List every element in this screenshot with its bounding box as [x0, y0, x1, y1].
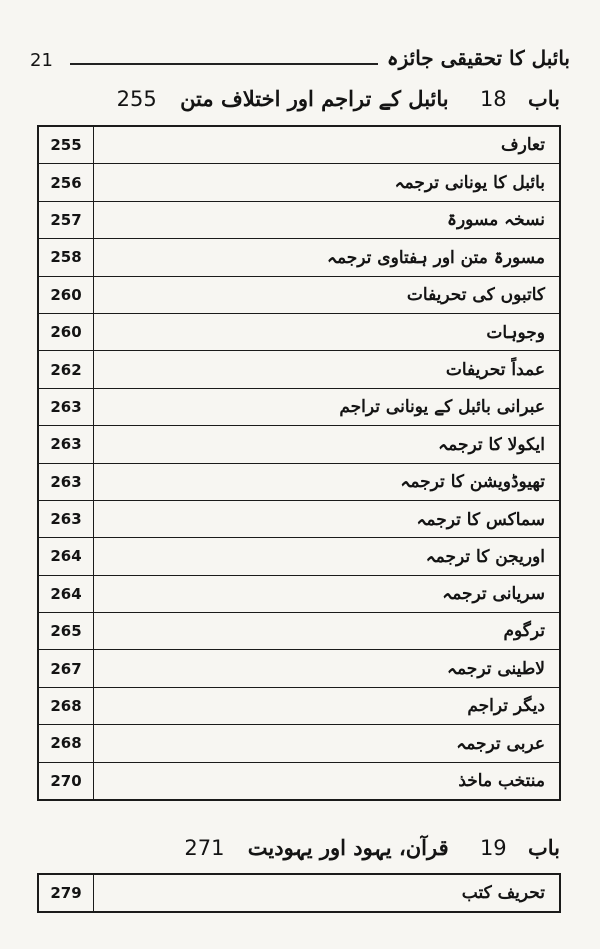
table-row — [38, 388, 560, 425]
table-row — [38, 313, 560, 350]
chapter-page: 271 — [184, 836, 225, 860]
entry-page: 255 — [38, 126, 94, 164]
page-number: 21 — [30, 50, 53, 71]
entry-page: 264 — [38, 538, 94, 575]
entry-page: 279 — [38, 874, 94, 912]
entry-page: 268 — [38, 687, 94, 724]
table-row — [38, 463, 560, 500]
table-row — [38, 538, 560, 575]
chapter-label: باب — [527, 835, 560, 860]
entry-page: 263 — [38, 463, 94, 500]
table-row — [38, 239, 560, 276]
entry-page: 256 — [38, 164, 94, 201]
table-row — [38, 351, 560, 388]
running-title: بائبل کا تحقیقی جائزہ — [386, 46, 570, 70]
table-row — [38, 725, 560, 762]
table-row — [38, 164, 560, 201]
entry-title: مسورۃ متن اور ہفتاوی ترجمہ — [94, 239, 561, 276]
chapter-18-contents-table — [37, 125, 561, 801]
table-row — [38, 426, 560, 463]
entry-page: 268 — [38, 725, 94, 762]
entry-page: 258 — [38, 239, 94, 276]
entry-page: 267 — [38, 650, 94, 687]
entry-title: کاتبوں کی تحریفات — [94, 276, 561, 313]
table-row — [38, 613, 560, 650]
entry-page: 263 — [38, 426, 94, 463]
header-rule — [70, 63, 378, 65]
chapter-number: 18 — [479, 87, 507, 111]
table-row — [38, 762, 560, 800]
entry-title: وجوہات — [94, 313, 561, 350]
entry-page: 265 — [38, 613, 94, 650]
table-row — [38, 500, 560, 537]
entry-page: 263 — [38, 388, 94, 425]
chapter-19-heading — [40, 835, 560, 869]
entry-title: سریانی ترجمہ — [94, 575, 561, 612]
entry-title: دیگر تراجم — [94, 687, 561, 724]
table-row — [38, 201, 560, 238]
chapter-title: بائبل کے تراجم اور اختلاف متن — [180, 86, 449, 111]
entry-page: 260 — [38, 276, 94, 313]
entry-title: ترگوم — [94, 613, 561, 650]
entry-title: نسخہ مسورۃ — [94, 201, 561, 238]
entry-page: 257 — [38, 201, 94, 238]
table-row — [38, 687, 560, 724]
table-row — [38, 874, 560, 912]
entry-page: 264 — [38, 575, 94, 612]
entry-title: عربی ترجمہ — [94, 725, 561, 762]
entry-title: بائبل کا یونانی ترجمہ — [94, 164, 561, 201]
entry-page: 260 — [38, 313, 94, 350]
entry-title: تعارف — [94, 126, 561, 164]
entry-title: عمداً تحریفات — [94, 351, 561, 388]
entry-page: 270 — [38, 762, 94, 800]
chapter-19-contents-table — [37, 873, 561, 913]
chapter-page: 255 — [116, 87, 157, 111]
entry-title: منتخب ماخذ — [94, 762, 561, 800]
chapter-number: 19 — [479, 836, 507, 860]
page-header — [30, 46, 570, 76]
entry-title: اوریجن کا ترجمہ — [94, 538, 561, 575]
entry-title: تحریف کتب — [94, 874, 561, 912]
entry-title: سماکس کا ترجمہ — [94, 500, 561, 537]
entry-title: تھیوڈویشن کا ترجمہ — [94, 463, 561, 500]
entry-title: عبرانی بائبل کے یونانی تراجم — [94, 388, 561, 425]
chapter-label: باب — [527, 86, 560, 111]
table-row — [38, 650, 560, 687]
entry-title: لاطینی ترجمہ — [94, 650, 561, 687]
chapter-title: قرآن، یہود اور یہودیت — [247, 835, 449, 860]
entry-page: 263 — [38, 500, 94, 537]
chapter-18-heading — [40, 86, 560, 120]
entry-page: 262 — [38, 351, 94, 388]
table-row — [38, 276, 560, 313]
table-row — [38, 575, 560, 612]
entry-title: ایکولا کا ترجمہ — [94, 426, 561, 463]
table-row — [38, 126, 560, 164]
